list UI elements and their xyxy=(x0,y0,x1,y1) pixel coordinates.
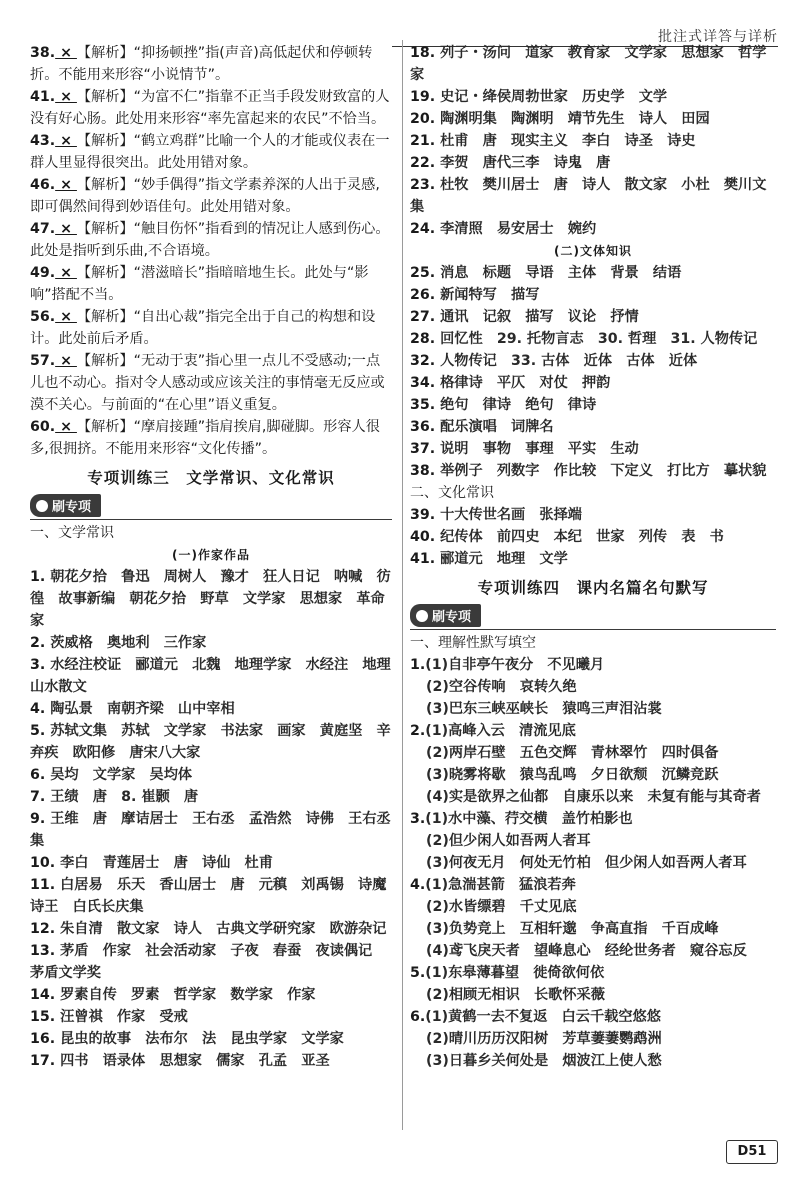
item-text: (1)自非亭午夜分 不见曦月 xyxy=(425,657,605,673)
item-number: 49. xyxy=(30,265,56,281)
list-item xyxy=(410,108,776,130)
item-text: (1)黄鹤一去不复返 白云千载空悠悠 xyxy=(425,1009,661,1025)
item-number: 46. xyxy=(30,177,56,193)
item-text: 举例子 列数字 作比较 下定义 打比方 摹状貌 xyxy=(435,463,767,479)
item-text: 【解析】“抑扬顿挫”指(声音)高低起伏和停顿转折。不能用来形容“小说情节”。 xyxy=(30,45,373,83)
item-text: 朝花夕拾 鲁迅 周树人 豫才 狂人日记 呐喊 彷徨 故事新编 朝花夕拾 野草 文学家 思想家 革命家 xyxy=(30,569,391,629)
list-item xyxy=(30,654,405,698)
item-text: 杜牧 樊川居士 唐 诗人 散文家 小杜 樊川文集 xyxy=(410,177,767,215)
item-text: 【解析】“无动于衷”指心里一点儿不受感动;一点儿也不动心。指对令人感动或应该关注的事情毫无反应或漠不关心。与前面的“在心里”语义重复。 xyxy=(30,353,385,413)
list-item xyxy=(30,786,392,808)
page-number: D51 xyxy=(726,1140,778,1164)
wrong-mark: × xyxy=(55,133,77,149)
item-text: (4)实是欲界之仙都 自康乐以来 未复有能与其奇者 xyxy=(426,789,761,805)
genre-subtitle: (二)文体知识 xyxy=(554,244,632,258)
item-text: 十大传世名画 张择端 xyxy=(435,507,582,523)
item-number: 23. xyxy=(410,177,436,193)
item-number: 3. xyxy=(410,811,426,827)
item-text: 【解析】“妙手偶得”指文学素养深的人出于灵感,即可偶然间得到妙语佳句。此处用错对象。 xyxy=(30,177,380,215)
section3-badge xyxy=(30,494,101,517)
list-item xyxy=(30,632,392,654)
item-text: 史记・绛侯周勃世家 历史学 文学 xyxy=(435,89,668,105)
item-text: 茨威格 奥地利 三作家 xyxy=(45,635,207,651)
wrong-mark: × xyxy=(55,89,77,105)
list-item xyxy=(30,874,401,918)
item-text: (2)两岸石壁 五色交辉 青林翠竹 四时俱备 xyxy=(426,745,719,761)
list-item xyxy=(30,698,392,720)
item-text: 【解析】“摩肩接踵”指肩挨肩,脚碰脚。形容人很多,很拥挤。不能用来形容“文化传播”。 xyxy=(30,419,380,457)
list-item xyxy=(30,764,392,786)
item-text: (2)晴川历历汉阳树 芳草萋萋鹦鹉洲 xyxy=(426,1031,662,1047)
list-item xyxy=(30,984,392,1006)
item-number: 32. xyxy=(410,353,436,369)
item-text: 汪曾祺 作家 受戒 xyxy=(55,1009,188,1025)
list-item xyxy=(410,416,776,438)
section3-title: 专项训练三 文学常识、文化常识 xyxy=(87,469,335,487)
section4-part1: 一、理解性默写填空 xyxy=(410,635,536,651)
badge-icon xyxy=(416,610,428,622)
item-number: 25. xyxy=(410,265,436,281)
section3-badge-bar xyxy=(30,492,392,520)
list-item xyxy=(30,1006,392,1028)
wrong-mark: × xyxy=(55,221,77,237)
item-text: (3)日暮乡关何处是 烟波江上使人愁 xyxy=(426,1053,662,1069)
analysis-item xyxy=(30,350,392,416)
item-text: (2)但少闲人如吾两人者耳 xyxy=(426,833,591,849)
item-number: 21. xyxy=(410,133,436,149)
wrong-mark: × xyxy=(55,177,77,193)
wrong-mark: × xyxy=(55,353,77,369)
analysis-item xyxy=(30,218,392,262)
section3-badge-label: 刷专项 xyxy=(52,500,92,515)
item-text: 【解析】“鹤立鸡群”比喻一个人的才能或仪表在一群人里显得很突出。此处用错对象。 xyxy=(30,133,390,171)
list-item xyxy=(410,548,776,570)
item-text: 格律诗 平仄 对仗 押韵 xyxy=(435,375,611,391)
item-text: (2)水皆缥碧 千丈见底 xyxy=(426,899,577,915)
item-text: 绝句 律诗 绝句 律诗 xyxy=(435,397,597,413)
section3-part1: 一、文学常识 xyxy=(30,525,114,541)
item-text: 人物传记 33. 古体 近体 古体 近体 xyxy=(435,353,698,369)
recitation-line xyxy=(410,874,776,896)
item-number: 22. xyxy=(410,155,436,171)
list-item xyxy=(30,720,392,764)
item-text: 回忆性 29. 托物言志 30. 哲理 31. 人物传记 xyxy=(435,331,758,347)
item-number: 4. xyxy=(410,877,426,893)
list-item xyxy=(410,438,776,460)
list-item xyxy=(30,1050,392,1072)
item-text: 四书 语录体 思想家 儒家 孔孟 亚圣 xyxy=(55,1053,330,1069)
wrong-mark: × xyxy=(55,45,77,61)
analysis-item xyxy=(30,86,392,130)
item-text: 【解析】“自出心裁”指完全出于自己的构想和设计。此处前后矛盾。 xyxy=(30,309,376,347)
list-item xyxy=(30,852,392,874)
wrong-mark: × xyxy=(55,419,77,435)
item-number: 12. xyxy=(30,921,56,937)
badge-icon xyxy=(36,500,48,512)
item-text: (3)晓雾将歇 猿鸟乱鸣 夕日欲颓 沉鳞竞跃 xyxy=(426,767,719,783)
item-number: 7. xyxy=(30,789,46,805)
section4-badge xyxy=(410,604,481,627)
recitation-line xyxy=(410,1006,776,1028)
wrong-mark: × xyxy=(55,265,77,281)
item-number: 47. xyxy=(30,221,56,237)
genre-list xyxy=(410,262,776,482)
recitation-line xyxy=(410,830,776,852)
item-number: 38. xyxy=(410,463,436,479)
item-number: 2. xyxy=(410,723,426,739)
section4-title: 专项训练四 课内名篇名句默写 xyxy=(477,579,709,597)
item-number: 1. xyxy=(30,569,46,585)
list-item xyxy=(30,808,392,852)
item-text: 陶弘景 南朝齐梁 山中宰相 xyxy=(45,701,235,717)
item-number: 16. xyxy=(30,1031,56,1047)
item-number: 60. xyxy=(30,419,56,435)
recitation-line xyxy=(410,918,776,940)
item-number: 41. xyxy=(410,551,436,567)
item-number: 40. xyxy=(410,529,436,545)
item-text: 纪传体 前四史 本纪 世家 列传 表 书 xyxy=(435,529,724,545)
list-item xyxy=(410,460,776,482)
item-number: 39. xyxy=(410,507,436,523)
item-text: 吴均 文学家 吴均体 xyxy=(45,767,193,783)
culture-list xyxy=(410,504,776,570)
item-number: 6. xyxy=(30,767,46,783)
column-divider xyxy=(402,40,403,1130)
item-number: 10. xyxy=(30,855,56,871)
list-item xyxy=(30,566,392,632)
item-number: 41. xyxy=(30,89,56,105)
item-text: 罗素自传 罗素 哲学家 数学家 作家 xyxy=(55,987,316,1003)
list-item xyxy=(410,526,776,548)
item-number: 5. xyxy=(30,723,46,739)
item-number: 19. xyxy=(410,89,436,105)
list-item xyxy=(410,350,776,372)
list-item xyxy=(410,130,776,152)
recitation-line xyxy=(410,1050,776,1072)
list-item xyxy=(410,306,776,328)
item-text: 水经注校证 郦道元 北魏 地理学家 水经注 地理 山水散文 xyxy=(30,657,405,695)
recitation-line xyxy=(410,764,776,786)
recitation-line xyxy=(410,676,776,698)
recitation-line xyxy=(410,962,776,984)
recitation-line xyxy=(410,896,776,918)
item-text: 【解析】“触目伤怀”指看到的情况让人感到伤心。此处是指听到乐曲,不合语境。 xyxy=(30,221,390,259)
item-text: 列子・汤问 道家 教育家 文学家 思想家 哲学家 xyxy=(410,45,767,83)
analysis-item xyxy=(30,416,392,460)
section4-badge-bar xyxy=(410,602,776,630)
item-text: (3)巴东三峡巫峡长 猿鸣三声泪沾裳 xyxy=(426,701,662,717)
item-number: 2. xyxy=(30,635,46,651)
recitation-line xyxy=(410,808,776,830)
item-text: 【解析】“潜滋暗长”指暗暗地生长。此处与“影响”搭配不当。 xyxy=(30,265,369,303)
author-works-list xyxy=(30,566,405,1072)
item-text: (1)急湍甚箭 猛浪若奔 xyxy=(425,877,576,893)
item-number: 27. xyxy=(410,309,436,325)
item-text: 李白 青莲居士 唐 诗仙 杜甫 xyxy=(55,855,273,871)
item-number: 11. xyxy=(30,877,56,893)
item-text: 昆虫的故事 法布尔 法 昆虫学家 文学家 xyxy=(55,1031,344,1047)
item-number: 26. xyxy=(410,287,436,303)
item-number: 38. xyxy=(30,45,56,61)
item-text: 说明 事物 事理 平实 生动 xyxy=(435,441,639,457)
item-number: 57. xyxy=(30,353,56,369)
recitation-line xyxy=(410,654,776,676)
right-column xyxy=(410,42,776,1072)
item-number: 15. xyxy=(30,1009,56,1025)
item-text: (1)东皋薄暮望 徙倚欲何依 xyxy=(425,965,605,981)
item-number: 20. xyxy=(410,111,436,127)
list-item xyxy=(30,1028,392,1050)
item-text: 配乐演唱 词牌名 xyxy=(435,419,554,435)
item-text: 王维 唐 摩诘居士 王右丞 孟浩然 诗佛 王右丞集 xyxy=(30,811,391,849)
list-item xyxy=(30,940,392,984)
item-number: 5. xyxy=(410,965,426,981)
item-number: 24. xyxy=(410,221,436,237)
list-item xyxy=(410,174,776,218)
item-text: (4)鸢飞戾天者 望峰息心 经纶世务者 窥谷忘反 xyxy=(426,943,747,959)
item-number: 4. xyxy=(30,701,46,717)
culture-heading: 二、文化常识 xyxy=(410,485,494,501)
item-number: 13. xyxy=(30,943,56,959)
item-text: 王绩 唐 8. 崔颢 唐 xyxy=(45,789,199,805)
recitation-line xyxy=(410,742,776,764)
item-number: 17. xyxy=(30,1053,56,1069)
item-number: 56. xyxy=(30,309,56,325)
analysis-item xyxy=(30,262,392,306)
wrong-mark: × xyxy=(55,309,77,325)
list-item xyxy=(410,372,776,394)
item-text: 通讯 记叙 描写 议论 抒情 xyxy=(435,309,639,325)
analysis-item xyxy=(30,42,392,86)
item-text: (3)何夜无月 何处无竹柏 但少闲人如吾两人者耳 xyxy=(426,855,747,871)
item-text: 苏轼文集 苏轼 文学家 书法家 画家 黄庭坚 辛弃疾 欧阳修 唐宋八大家 xyxy=(30,723,391,761)
item-text: (1)水中藻、荇交横 盖竹柏影也 xyxy=(425,811,633,827)
item-number: 6. xyxy=(410,1009,426,1025)
item-number: 28. xyxy=(410,331,436,347)
analysis-item xyxy=(30,174,392,218)
list-item xyxy=(410,42,776,86)
list-item xyxy=(410,504,776,526)
section4-badge-label: 刷专项 xyxy=(432,610,472,625)
list-item xyxy=(410,284,776,306)
item-text: 朱自清 散文家 诗人 古典文学研究家 欧游杂记 xyxy=(55,921,387,937)
recitation-line xyxy=(410,698,776,720)
item-text: 杜甫 唐 现实主义 李白 诗圣 诗史 xyxy=(435,133,696,149)
list-item xyxy=(410,218,776,240)
item-text: 【解析】“为富不仁”指靠不正当手段发财致富的人没有好心肠。此处用来形容“率先富起来的农民”不恰当。 xyxy=(30,89,390,127)
item-text: (1)高峰入云 清流见底 xyxy=(425,723,576,739)
item-number: 14. xyxy=(30,987,56,1003)
item-text: 李清照 易安居士 婉约 xyxy=(435,221,597,237)
recitation-line xyxy=(410,984,776,1006)
section3-sub1: (一)作家作品 xyxy=(172,548,250,562)
item-text: 消息 标题 导语 主体 背景 结语 xyxy=(435,265,682,281)
item-number: 35. xyxy=(410,397,436,413)
list-item xyxy=(410,394,776,416)
recitation-line xyxy=(410,720,776,742)
recitation-line xyxy=(410,852,776,874)
recitation-list xyxy=(410,654,776,1072)
analysis-item xyxy=(30,130,392,174)
header-title: 批注式详答与详析 xyxy=(658,29,778,45)
list-item xyxy=(410,328,776,350)
item-text: 新闻特写 描写 xyxy=(435,287,540,303)
item-text: 李贺 唐代三李 诗鬼 唐 xyxy=(435,155,611,171)
item-text: (3)负势竞上 互相轩邈 争高直指 千百成峰 xyxy=(426,921,719,937)
item-text: 郦道元 地理 文学 xyxy=(435,551,568,567)
list-item xyxy=(410,152,776,174)
left-column xyxy=(30,42,405,1072)
item-number: 34. xyxy=(410,375,436,391)
item-number: 3. xyxy=(30,657,46,673)
list-item xyxy=(410,262,776,284)
item-number: 9. xyxy=(30,811,46,827)
item-text: 茅盾 作家 社会活动家 子夜 春蚕 夜读偶记 茅盾文学奖 xyxy=(30,943,387,981)
item-text: (2)空谷传响 哀转久绝 xyxy=(426,679,577,695)
list-item xyxy=(410,86,776,108)
item-text: (2)相顾无相识 长歌怀采薇 xyxy=(426,987,605,1003)
item-text: 陶渊明集 陶渊明 靖节先生 诗人 田园 xyxy=(435,111,710,127)
author-works-list-cont xyxy=(410,42,776,240)
item-number: 1. xyxy=(410,657,426,673)
analysis-item xyxy=(30,306,392,350)
list-item xyxy=(30,918,392,940)
item-number: 37. xyxy=(410,441,436,457)
recitation-line xyxy=(410,1028,776,1050)
analysis-list xyxy=(30,42,392,460)
item-text: 白居易 乐天 香山居士 唐 元稹 刘禹锡 诗魔 诗王 白氏长庆集 xyxy=(30,877,401,915)
recitation-line xyxy=(410,940,776,962)
item-number: 36. xyxy=(410,419,436,435)
item-number: 18. xyxy=(410,45,436,61)
item-number: 43. xyxy=(30,133,56,149)
recitation-line xyxy=(410,786,776,808)
